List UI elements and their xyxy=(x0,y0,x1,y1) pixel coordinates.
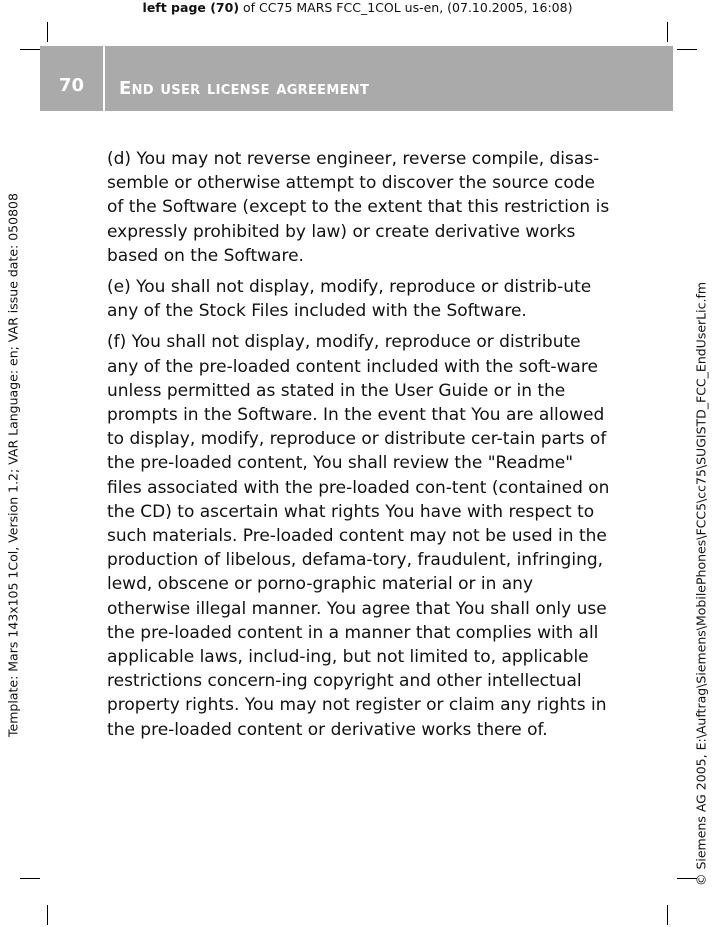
crop-mark xyxy=(47,905,48,925)
paragraph-d: (d) You may not reverse engineer, reverse compile, disas-semble or otherwise attempt to discover the source code of the Software (except to the extent that this restriction is expressly prohibited by law) or create derivative works based on the Software. xyxy=(107,149,610,266)
crop-mark xyxy=(677,49,697,50)
crop-mark xyxy=(20,49,40,50)
paragraph-e: (e) You shall not display, modify, reproduce or distrib-ute any of the Stock Files included with the Software. xyxy=(107,277,592,322)
crop-mark xyxy=(47,22,48,42)
crop-mark xyxy=(20,878,40,879)
crop-mark xyxy=(667,22,668,42)
page-header-bar xyxy=(105,46,673,111)
print-header-page-label: left page (70) xyxy=(142,0,240,15)
page-number: 70 xyxy=(40,46,103,111)
print-header xyxy=(0,0,715,16)
page-title: End user license agreement xyxy=(119,78,370,99)
paragraph-f: (f) You shall not display, modify, reproduce or distribute any of the pre-loaded content included with the soft-ware unless permitted as stated in the User Guide or in the prompts in the Software. In the event that You are allowed to display, modify, reproduce or distribute cer-tain parts of the pre-loaded content, You shall review the "Readme" files associated with the pre-loaded con-tent (contained on the CD) to ascertain what rights You have with respect to such materials. Pre-loaded content may not be used in the production of libelous, defama-tory, fraudulent, infringing, lewd, obscene or porno-graphic material or in any otherwise illegal manner. You agree that You shall only use the pre-loaded content in a manner that complies with all applicable laws, includ-ing, but not limited to, applicable restrictions concern-ing copyright and other intellectual property rights. You may not register or claim any rights in the pre-loaded content or derivative works there of. xyxy=(107,332,610,740)
license-body xyxy=(107,147,612,749)
print-header-details: of CC75 MARS FCC_1COL us-en, (07.10.2005, 16:08) xyxy=(239,0,573,15)
template-info-text: Template: Mars 143x105 1Col, Version 1.2; VAR Language: en; VAR issue date: 050808 xyxy=(5,193,21,737)
crop-mark xyxy=(667,905,668,925)
copyright-path-text: © Siemens AG 2005, E:\Auftrag\Siemens\MobilePhones\FCC5\cc75\SUGISTD_FCC_EndUserLic.fm xyxy=(693,281,709,887)
